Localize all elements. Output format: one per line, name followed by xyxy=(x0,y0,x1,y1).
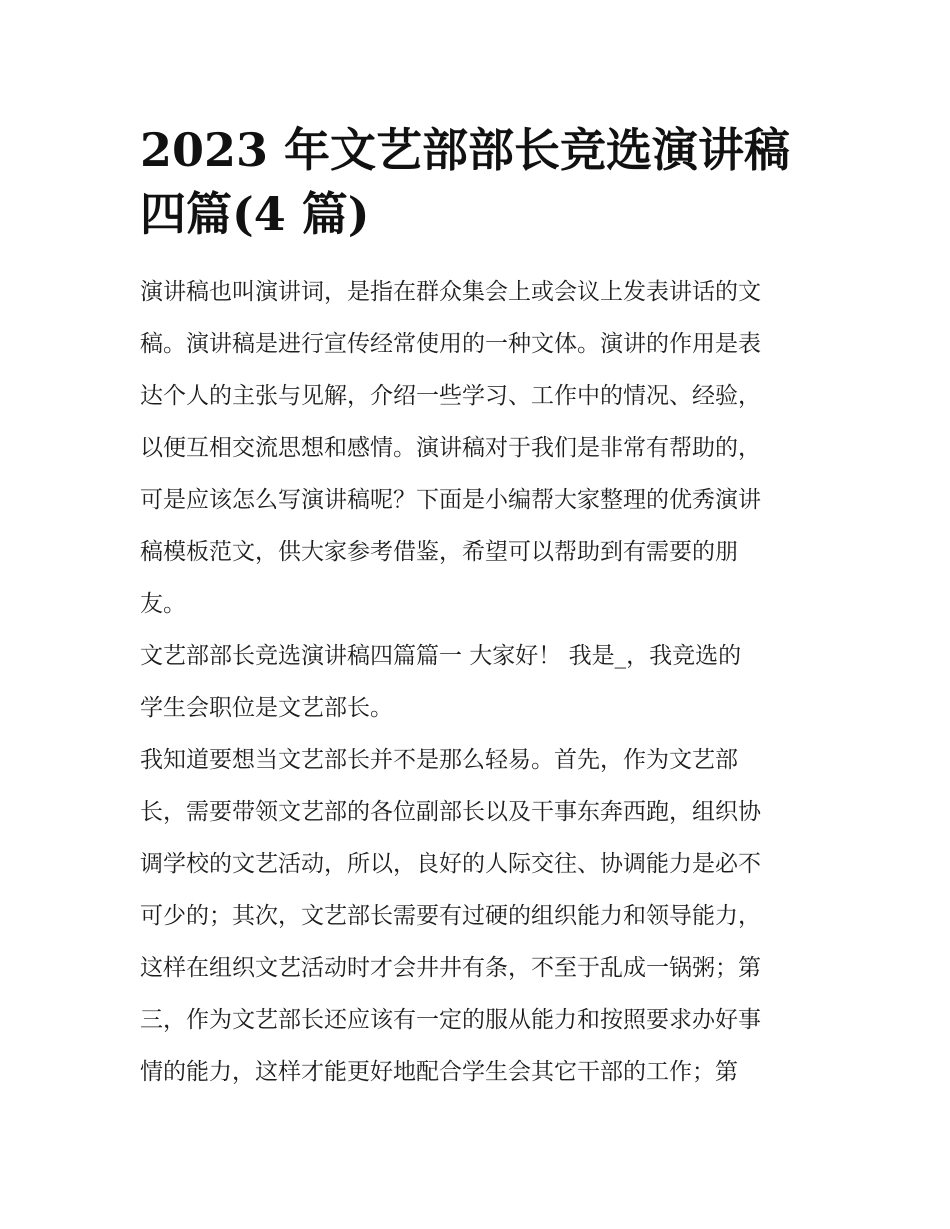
document-body xyxy=(140,266,812,1098)
text-line: 以便互相交流思想和感情。演讲稿对于我们是非常有帮助的， xyxy=(140,435,761,461)
title-line: 2023 年文艺部部长竞选演讲稿 xyxy=(140,123,791,177)
paragraph-body xyxy=(140,734,812,1098)
title-line: 四篇(4 篇) xyxy=(140,187,370,241)
text-line: 演讲稿也叫演讲词，是指在群众集会上或会议上发表讲话的文 xyxy=(140,279,761,305)
text-line: 文艺部部长竞选演讲稿四篇篇一 大家好！ 我是_，我竞选的 xyxy=(140,643,742,669)
text-line: 情的能力，这样才能更好地配合学生会其它干部的工作；第 xyxy=(140,1059,738,1085)
text-line: 我知道要想当文艺部长并不是那么轻易。首先，作为文艺部 xyxy=(140,747,738,773)
text-line: 可少的；其次，文艺部长需要有过硬的组织能力和领导能力， xyxy=(140,903,761,929)
text-line: 这样在组织文艺活动时才会井井有条，不至于乱成一锅粥；第 xyxy=(140,955,761,981)
document-content xyxy=(140,118,812,1098)
paragraph-intro xyxy=(140,266,812,630)
text-line: 学生会职位是文艺部长。 xyxy=(140,695,393,721)
text-line: 调学校的文艺活动，所以，良好的人际交往、协调能力是必不 xyxy=(140,851,761,877)
text-line: 长，需要带领文艺部的各位副部长以及干事东奔西跑，组织协 xyxy=(140,799,761,825)
text-line: 友。 xyxy=(140,591,186,617)
document-title xyxy=(140,118,812,246)
text-line: 可是应该怎么写演讲稿呢？下面是小编帮大家整理的优秀演讲 xyxy=(140,487,761,513)
text-line: 稿。演讲稿是进行宣传经常使用的一种文体。演讲的作用是表 xyxy=(140,331,761,357)
text-line: 达个人的主张与见解，介绍一些学习、工作中的情况、经验， xyxy=(140,383,761,409)
paragraph-greeting xyxy=(140,630,812,734)
text-line: 稿模板范文，供大家参考借鉴，希望可以帮助到有需要的朋 xyxy=(140,539,738,565)
text-line: 三，作为文艺部长还应该有一定的服从能力和按照要求办好事 xyxy=(140,1007,761,1033)
